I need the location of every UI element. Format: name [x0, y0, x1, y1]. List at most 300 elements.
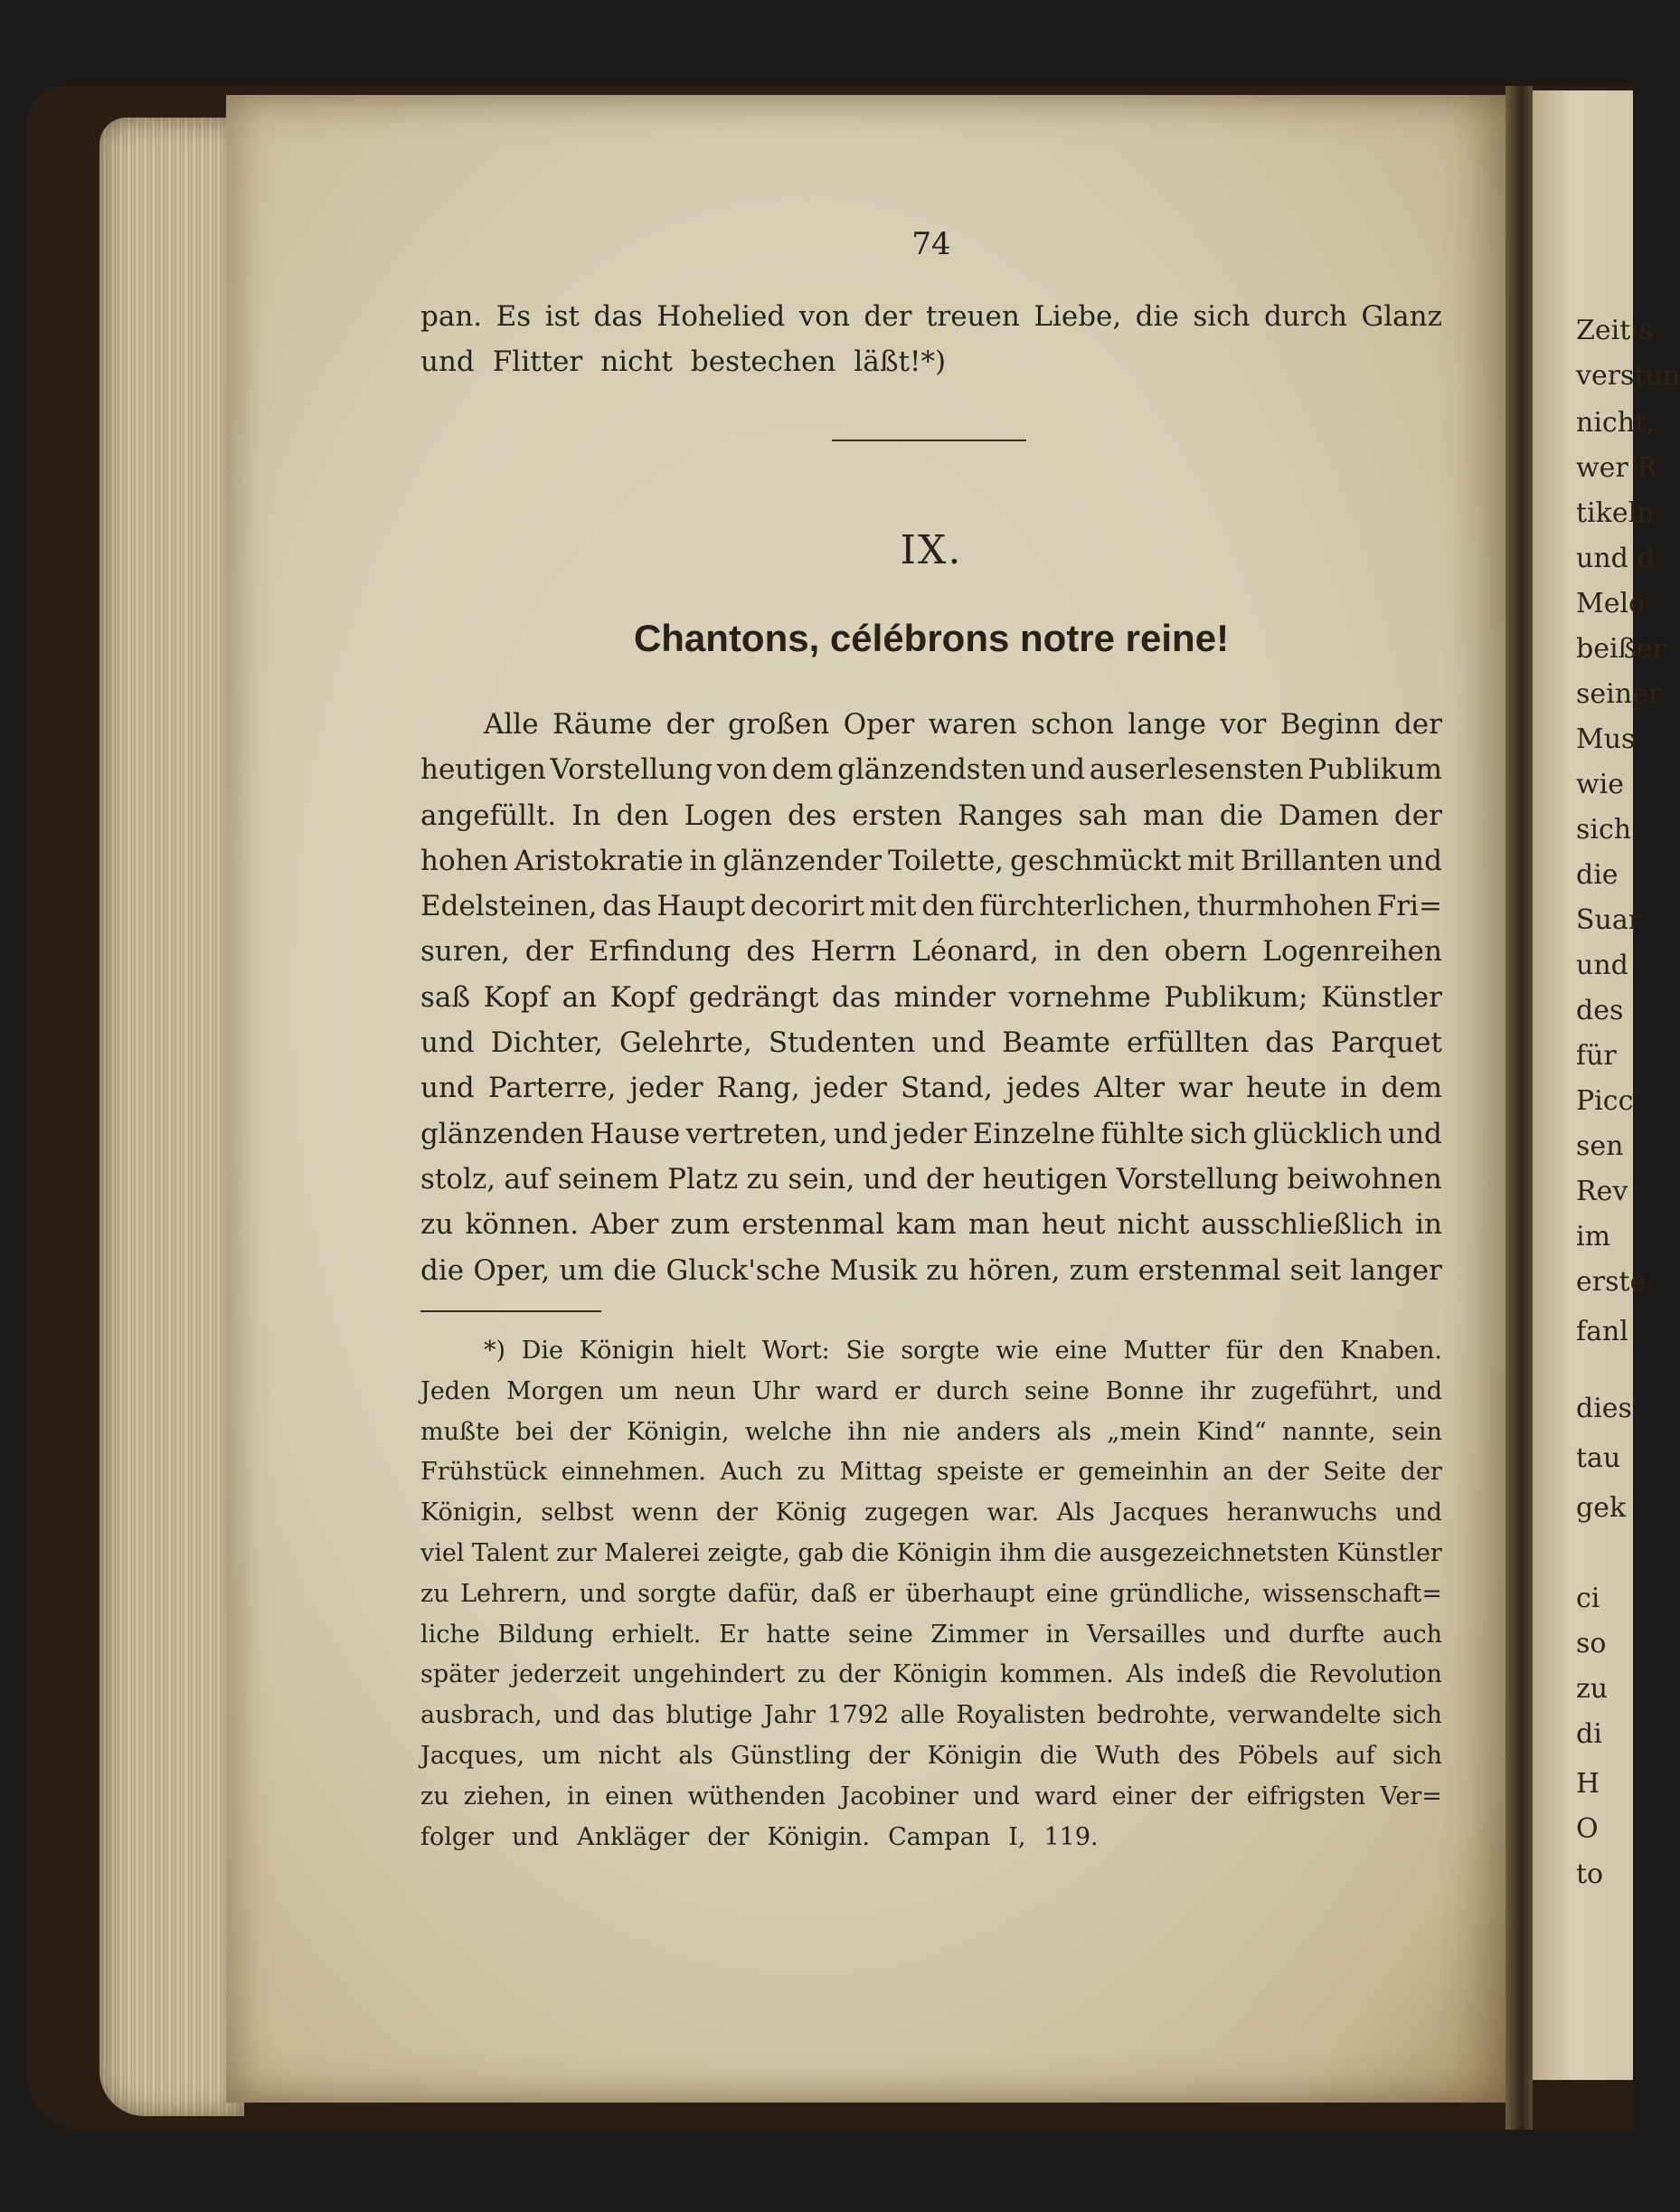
- word: mit: [1187, 844, 1234, 877]
- next-page-fragment: Rev: [1576, 1176, 1628, 1207]
- word: thurmhohen: [1196, 890, 1373, 923]
- word: heutigen: [420, 753, 546, 787]
- word: eine: [1045, 1579, 1099, 1608]
- word: Alter: [1094, 1072, 1166, 1105]
- word: Studenten: [768, 1026, 916, 1060]
- next-page-fragment: so: [1576, 1628, 1607, 1659]
- word: und: [1388, 1117, 1442, 1150]
- word: die: [613, 1253, 657, 1287]
- word: und: [579, 1579, 627, 1608]
- word: nicht: [598, 1741, 661, 1770]
- word: Hause: [590, 1117, 681, 1150]
- word: Talent: [471, 1538, 549, 1567]
- next-page-fragment: erste: [1576, 1266, 1647, 1298]
- word: Auch: [720, 1458, 783, 1487]
- word: war.: [986, 1498, 1040, 1527]
- word: einen: [605, 1782, 674, 1810]
- footnote-line: [420, 1574, 1442, 1615]
- word: der: [1267, 1458, 1309, 1487]
- word: und: [931, 1026, 986, 1060]
- word: überhaupt: [905, 1579, 1035, 1608]
- page-number: 74: [911, 226, 951, 262]
- word: Aristokratie: [514, 844, 684, 877]
- word: selbst: [541, 1498, 614, 1527]
- word: Glanz: [1361, 300, 1442, 333]
- book-gutter: [1505, 86, 1533, 2130]
- word: wüthenden: [687, 1782, 826, 1810]
- word: und: [1031, 753, 1086, 787]
- word: seit: [1289, 1253, 1342, 1287]
- word: Königin: [892, 1660, 988, 1689]
- word: sorgte: [637, 1579, 717, 1608]
- next-page-fragment: und: [1576, 950, 1628, 981]
- word: zu: [797, 1660, 826, 1689]
- word: Die: [521, 1337, 564, 1365]
- word: Rang,: [716, 1072, 800, 1105]
- word: waren: [928, 708, 1017, 741]
- word: Versailles: [1087, 1620, 1206, 1649]
- word: Léonard,: [911, 935, 1039, 969]
- word: Campan: [888, 1822, 991, 1851]
- word: erfüllten: [1127, 1026, 1250, 1060]
- word: der: [838, 1660, 881, 1689]
- word: König: [775, 1498, 847, 1527]
- word: der: [1393, 799, 1442, 832]
- next-page-fragment: des: [1576, 995, 1624, 1026]
- word: Oper,: [473, 1253, 551, 1287]
- next-page-fragment: seiner: [1576, 678, 1662, 710]
- word: Royalisten: [956, 1701, 1086, 1730]
- word: stolz,: [420, 1162, 496, 1196]
- word: Damen: [1278, 799, 1379, 832]
- word: zugeführt,: [1251, 1376, 1380, 1405]
- footnote-line: [420, 1696, 1442, 1736]
- word: nannte,: [1282, 1417, 1376, 1446]
- word: Gluck'sche: [665, 1253, 821, 1287]
- word: sich: [1190, 1117, 1248, 1150]
- chapter-body: [420, 702, 1442, 1293]
- word: in: [1340, 1072, 1368, 1105]
- word: geschmückt: [1010, 844, 1182, 877]
- word: gab: [798, 1538, 845, 1567]
- word: das: [593, 300, 643, 333]
- footnote-line: [420, 1331, 1442, 1372]
- word: als: [678, 1741, 713, 1770]
- next-page-fragment: to: [1576, 1858, 1604, 1890]
- word: die: [1053, 1538, 1092, 1567]
- word: Jacques,: [420, 1741, 525, 1770]
- word: dafür,: [727, 1579, 799, 1608]
- footnote-rule: [420, 1310, 601, 1312]
- next-page-fragment: di: [1576, 1718, 1602, 1750]
- word: der: [715, 1498, 759, 1527]
- word: Einzelne: [972, 1117, 1096, 1150]
- word: läßt!*): [854, 345, 947, 379]
- word: das: [831, 980, 882, 1014]
- word: zu: [746, 1162, 779, 1196]
- word: „mein: [1107, 1417, 1182, 1446]
- word: Räume: [552, 708, 653, 741]
- word: Pöbels: [1237, 1741, 1318, 1770]
- text-line: [420, 975, 1442, 1020]
- word: Jahr: [763, 1701, 816, 1730]
- word: zu: [420, 1208, 454, 1242]
- word: jederzeit: [511, 1660, 620, 1689]
- word: man: [1142, 799, 1204, 832]
- word: ziehen,: [463, 1782, 552, 1810]
- word: viel: [420, 1538, 465, 1567]
- word: Königin.: [767, 1822, 871, 1851]
- word: Königin,: [626, 1417, 730, 1446]
- word: durch: [936, 1376, 1009, 1405]
- word: neun: [674, 1376, 736, 1405]
- word: liche: [420, 1620, 480, 1649]
- word: Gelehrte,: [618, 1026, 752, 1060]
- next-page-fragment: Zeit s: [1576, 315, 1654, 346]
- word: Jeden: [420, 1376, 491, 1405]
- text-line: [420, 1202, 1442, 1247]
- word: der: [524, 935, 573, 969]
- word: angefüllt.: [420, 799, 557, 832]
- word: nie: [902, 1417, 941, 1446]
- word: Dichter,: [490, 1026, 603, 1060]
- word: der: [1190, 1782, 1232, 1810]
- word: Königin: [896, 1538, 992, 1567]
- word: ausgezeichnetsten: [1099, 1538, 1329, 1567]
- word: gründliche,: [1109, 1579, 1251, 1608]
- word: Vorstellung: [1116, 1162, 1279, 1196]
- word: des: [788, 799, 837, 832]
- word: die: [1039, 1741, 1078, 1770]
- next-page-fragment: beißer: [1576, 633, 1666, 665]
- page-edges: [99, 118, 244, 2116]
- word: heutigen: [982, 1162, 1109, 1196]
- word: zugegen: [864, 1498, 969, 1527]
- text-line: [420, 1248, 1442, 1293]
- word: auf: [1336, 1741, 1375, 1770]
- word: dem: [771, 753, 834, 787]
- word: Haupt: [656, 890, 746, 923]
- word: vertreten,: [685, 1117, 828, 1150]
- next-page-fragment: zu: [1576, 1673, 1609, 1705]
- text-line: [420, 1111, 1442, 1157]
- word: Mutter: [1123, 1337, 1210, 1365]
- word: Kopf: [483, 980, 550, 1014]
- word: Aber: [590, 1208, 659, 1242]
- word: nicht: [1117, 1208, 1190, 1242]
- word: jeder: [893, 1117, 967, 1150]
- word: alle: [900, 1701, 945, 1730]
- word: heute: [1246, 1072, 1327, 1105]
- word: das: [602, 890, 652, 923]
- next-page-fragment: Mus: [1576, 723, 1636, 755]
- word: Revolution: [1308, 1660, 1442, 1689]
- word: die: [1135, 300, 1179, 333]
- word: hatte: [766, 1620, 831, 1649]
- footnote: [420, 1331, 1442, 1858]
- word: von: [798, 300, 850, 333]
- word: Ver=: [1380, 1782, 1442, 1810]
- word: Königin,: [420, 1498, 524, 1527]
- word: ersten: [852, 799, 942, 832]
- word: und: [420, 345, 475, 379]
- word: Vorstellung: [550, 753, 713, 787]
- word: in: [1415, 1208, 1442, 1242]
- word: Publikum;: [1164, 980, 1308, 1014]
- word: um: [619, 1376, 659, 1405]
- next-page-fragment: dies: [1576, 1393, 1632, 1424]
- word: Oper: [843, 708, 915, 741]
- footnote-line: [420, 1818, 1442, 1858]
- word: Edelsteinen,: [420, 890, 598, 923]
- word: Logen: [684, 799, 772, 832]
- word: heut: [1041, 1208, 1106, 1242]
- word: eine: [1054, 1337, 1108, 1365]
- word: Alle: [484, 708, 539, 741]
- word: Sie: [845, 1337, 885, 1365]
- word: Jacques: [1112, 1498, 1209, 1527]
- word: schon: [1031, 708, 1114, 741]
- word: und: [1394, 1376, 1442, 1405]
- word: langer: [1350, 1253, 1442, 1287]
- word: und: [1388, 844, 1442, 877]
- word: großen: [728, 708, 830, 741]
- word: in: [1053, 935, 1081, 969]
- word: für: [1225, 1337, 1262, 1365]
- footnote-line: [420, 1452, 1442, 1493]
- footnote-line: [420, 1736, 1442, 1777]
- word: der: [1400, 1458, 1442, 1487]
- word: Ankläger: [577, 1822, 690, 1851]
- word: er: [868, 1579, 895, 1608]
- next-page-fragment: ci: [1576, 1583, 1600, 1614]
- word: Kopf: [609, 980, 676, 1014]
- next-page-fragment: fanl: [1576, 1316, 1628, 1347]
- word: Königin: [579, 1337, 675, 1365]
- word: saß: [420, 980, 471, 1014]
- word: obern: [1164, 935, 1248, 969]
- word: in: [1045, 1620, 1070, 1649]
- word: zu: [797, 1458, 826, 1487]
- footnote-line: [420, 1493, 1442, 1534]
- word: zur: [556, 1538, 597, 1567]
- word: jedes: [1005, 1072, 1081, 1105]
- word: Beamte: [1002, 1026, 1111, 1060]
- next-page-fragment: tau: [1576, 1442, 1621, 1474]
- word: welche: [744, 1417, 833, 1446]
- word: hielt: [690, 1337, 747, 1365]
- word: ihn: [847, 1417, 887, 1446]
- word: Ranges: [957, 799, 1063, 832]
- word: Bonne: [1105, 1376, 1184, 1405]
- word: ward: [815, 1376, 879, 1405]
- word: daß: [810, 1579, 857, 1608]
- next-page-fragment: nicht,: [1576, 407, 1655, 439]
- word: und: [834, 1117, 888, 1150]
- word: Lehrern,: [460, 1579, 569, 1608]
- next-page-fragment: tikeln: [1576, 497, 1655, 529]
- word: ward: [1034, 1782, 1098, 1810]
- text-line: [420, 702, 1442, 747]
- word: Uhr: [751, 1376, 800, 1405]
- next-page-fragment: wer R: [1576, 452, 1657, 484]
- word: durch: [1264, 300, 1347, 333]
- word: der: [707, 1822, 750, 1851]
- word: kam: [896, 1208, 957, 1242]
- next-page-fragment: H: [1576, 1768, 1600, 1800]
- word: fühlte: [1100, 1117, 1184, 1150]
- word: sich: [1392, 1701, 1442, 1730]
- word: zu: [420, 1782, 449, 1810]
- word: nicht: [600, 345, 673, 379]
- chapter-numeral: IX.: [900, 527, 963, 573]
- word: der: [665, 708, 714, 741]
- word: zum: [1069, 1253, 1129, 1287]
- word: er: [893, 1376, 920, 1405]
- next-page-fragment: verstun: [1576, 360, 1680, 392]
- word: um: [542, 1741, 581, 1770]
- word: glänzender: [722, 844, 882, 877]
- word: und: [512, 1822, 560, 1851]
- word: das: [611, 1701, 655, 1730]
- word: hohen: [420, 844, 508, 877]
- word: gedrängt: [688, 980, 819, 1014]
- next-page-fragment: sen: [1576, 1130, 1624, 1162]
- word: die: [1259, 1660, 1298, 1689]
- next-page-fragment: wie: [1576, 769, 1625, 800]
- word: eifrigsten: [1246, 1782, 1366, 1810]
- section-divider: [832, 440, 1026, 441]
- word: bei: [515, 1417, 554, 1446]
- word: Zimmer: [930, 1620, 1028, 1649]
- opening-paragraph: [420, 294, 1442, 385]
- text-line: [420, 1065, 1442, 1111]
- next-page-fragment: im: [1576, 1221, 1611, 1253]
- word: sich: [1193, 300, 1251, 333]
- next-page-fragment: gek: [1576, 1492, 1627, 1524]
- word: später: [420, 1660, 499, 1689]
- word: Beginn: [1279, 708, 1381, 741]
- word: Seite: [1323, 1458, 1387, 1487]
- footnote-line: [420, 1777, 1442, 1818]
- word: speiste: [936, 1458, 1024, 1487]
- word: um: [559, 1253, 604, 1287]
- word: ihm: [999, 1538, 1046, 1567]
- word: sorgte: [901, 1337, 980, 1365]
- word: und: [420, 1072, 475, 1105]
- word: Bildung: [497, 1620, 594, 1649]
- word: Als: [1126, 1660, 1165, 1689]
- word: Liebe,: [1033, 300, 1122, 333]
- next-page-fragment: die: [1576, 859, 1619, 891]
- next-page-fragment: für: [1576, 1040, 1617, 1072]
- word: Es: [496, 300, 532, 333]
- word: decorirt: [750, 890, 865, 923]
- footnote-line: [420, 1655, 1442, 1696]
- word: Knaben.: [1340, 1337, 1442, 1365]
- word: Hohelied: [656, 300, 786, 333]
- word: wenn: [631, 1498, 699, 1527]
- word: der: [1393, 708, 1442, 741]
- word: suren,: [420, 935, 510, 969]
- word: die: [851, 1538, 890, 1567]
- word: glänzendsten: [837, 753, 1027, 787]
- word: mit: [869, 890, 917, 923]
- word: ihr: [1199, 1376, 1235, 1405]
- word: den: [1096, 935, 1149, 969]
- word: durfte: [1288, 1620, 1365, 1649]
- word: glücklich: [1252, 1117, 1383, 1150]
- word: indeß: [1176, 1660, 1247, 1689]
- word: der: [569, 1417, 611, 1446]
- word: lange: [1128, 708, 1206, 741]
- word: Künstler: [1321, 980, 1442, 1014]
- word: ausbrach,: [420, 1701, 543, 1730]
- text-line: [420, 793, 1442, 838]
- word: auch: [1382, 1620, 1442, 1649]
- word: zu: [420, 1579, 449, 1608]
- text-line: [420, 1157, 1442, 1202]
- word: ungehindert: [632, 1660, 786, 1689]
- word: auserlesensten: [1089, 753, 1304, 787]
- word: einnehmen.: [561, 1458, 706, 1487]
- word: Musik: [829, 1253, 918, 1287]
- next-page-fragment: O: [1576, 1813, 1599, 1845]
- word: des: [746, 935, 796, 969]
- word: Günstling: [731, 1741, 851, 1770]
- word: Logenreihen: [1262, 935, 1442, 969]
- footnote-line: [420, 1534, 1442, 1574]
- word: Fri=: [1376, 890, 1442, 923]
- word: In: [571, 799, 601, 832]
- word: und: [1394, 1498, 1442, 1527]
- word: kommen.: [999, 1660, 1114, 1689]
- word: Wort:: [761, 1337, 830, 1365]
- word: vor: [1220, 708, 1267, 741]
- word: Malerei: [604, 1538, 701, 1567]
- word: Publikum: [1307, 753, 1442, 787]
- word: Brillanten: [1240, 844, 1383, 877]
- word: 119.: [1043, 1822, 1099, 1851]
- word: mußte: [420, 1417, 500, 1446]
- word: minder: [893, 980, 996, 1014]
- word: zu: [926, 1253, 959, 1287]
- text-line: [420, 339, 1442, 384]
- word: blutige: [665, 1701, 753, 1730]
- word: Wuth: [1095, 1741, 1161, 1770]
- word: glänzenden: [420, 1117, 585, 1150]
- word: er: [1037, 1458, 1064, 1487]
- next-page-fragment: Picc: [1576, 1085, 1634, 1117]
- word: die: [420, 1253, 465, 1287]
- footnote-line: [420, 1413, 1442, 1453]
- word: jeder: [629, 1072, 703, 1105]
- word: jeder: [813, 1072, 887, 1105]
- word: fürchterlichen,: [979, 890, 1192, 923]
- word: beiwohnen: [1287, 1162, 1442, 1196]
- word: zeigte,: [707, 1538, 790, 1567]
- word: vornehme: [1008, 980, 1151, 1014]
- next-page-fragment: sich: [1576, 814, 1632, 846]
- word: 1792: [826, 1701, 890, 1730]
- word: der: [864, 300, 912, 333]
- word: die: [1219, 799, 1263, 832]
- footnote-line: [420, 1615, 1442, 1656]
- text-line: [420, 1020, 1442, 1065]
- footnote-line: [420, 1372, 1442, 1413]
- word: wie: [996, 1337, 1039, 1365]
- word: und: [553, 1701, 601, 1730]
